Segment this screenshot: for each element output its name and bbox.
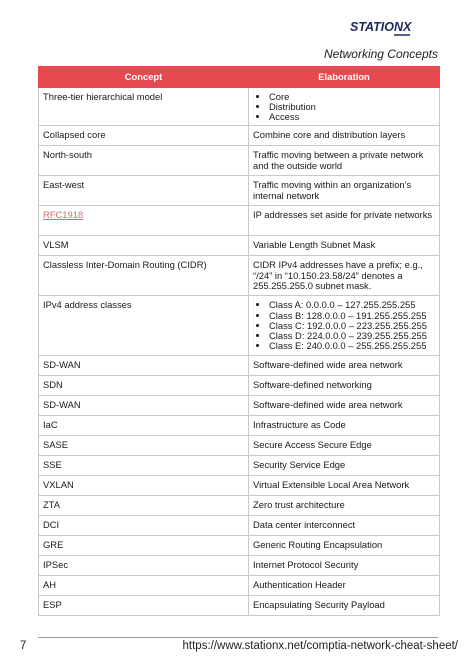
elaboration-text: Software-defined wide area network xyxy=(253,399,403,411)
elaboration-cell xyxy=(249,206,440,236)
table-row xyxy=(39,296,440,356)
table-row xyxy=(39,476,440,496)
elaboration-text: Virtual Extensible Local Area Network xyxy=(253,479,410,491)
concept-text: IPv4 address classes xyxy=(43,299,132,311)
elaboration-cell xyxy=(249,88,440,126)
concept-text: ESP xyxy=(43,599,62,611)
elaboration-cell xyxy=(249,396,440,416)
bullet-item: • Distribution xyxy=(269,102,435,112)
concept-cell xyxy=(39,556,249,576)
concept-text: IPSec xyxy=(43,559,69,571)
concept-text: East-west xyxy=(43,179,85,191)
concept-cell xyxy=(39,126,249,146)
elaboration-cell xyxy=(249,476,440,496)
stationx-logo[interactable] xyxy=(350,14,438,38)
column-header-elaboration: Elaboration xyxy=(249,67,440,88)
elaboration-text: Zero trust architecture xyxy=(253,499,345,511)
concept-text: VLSM xyxy=(43,239,69,251)
concept-cell xyxy=(39,436,249,456)
elaboration-text: Infrastructure as Code xyxy=(253,419,346,431)
concept-text: SDN xyxy=(43,379,63,391)
concept-text: Three-tier hierarchical model xyxy=(43,91,163,102)
concepts-table xyxy=(38,66,440,616)
concept-cell xyxy=(39,296,249,356)
page-number: 7 xyxy=(20,640,27,652)
elaboration-cell xyxy=(249,436,440,456)
concept-cell xyxy=(39,256,249,296)
elaboration-cell xyxy=(249,356,440,376)
elaboration-cell xyxy=(249,456,440,476)
concept-cell xyxy=(39,416,249,436)
concept-cell xyxy=(39,476,249,496)
table-row xyxy=(39,576,440,596)
concept-text: SASE xyxy=(43,439,69,451)
elaboration-text: Traffic moving within an organization’s internal network xyxy=(253,179,412,201)
elaboration-cell xyxy=(249,516,440,536)
bullet-item: • Class C: 192.0.0.0 – 223.255.255.255 xyxy=(269,321,435,331)
elaboration-cell xyxy=(249,576,440,596)
table-row xyxy=(39,556,440,576)
concept-cell xyxy=(39,536,249,556)
table-row xyxy=(39,496,440,516)
table-row xyxy=(39,456,440,476)
elaboration-cell xyxy=(249,496,440,516)
concept-text: GRE xyxy=(43,539,64,551)
elaboration-cell xyxy=(249,536,440,556)
concept-text: VXLAN xyxy=(43,479,74,491)
concept-cell xyxy=(39,596,249,616)
elaboration-text: Software-defined networking xyxy=(253,379,372,391)
elaboration-cell xyxy=(249,416,440,436)
bullet-item: • Class A: 0.0.0.0 – 127.255.255.255 xyxy=(269,300,435,310)
table-row xyxy=(39,356,440,376)
elaboration-cell xyxy=(249,296,440,356)
concept-cell xyxy=(39,236,249,256)
table-row xyxy=(39,416,440,436)
concept-cell xyxy=(39,376,249,396)
document-title: Networking Concepts xyxy=(323,47,438,61)
elaboration-text: Variable Length Subnet Mask xyxy=(253,239,376,251)
concept-cell xyxy=(39,356,249,376)
elaboration-cell xyxy=(249,176,440,206)
elaboration-text: Security Service Edge xyxy=(253,459,346,471)
elaboration-cell xyxy=(249,236,440,256)
concept-cell xyxy=(39,176,249,206)
concept-cell xyxy=(39,456,249,476)
elaboration-text: Internet Protocol Security xyxy=(253,559,359,571)
table-row xyxy=(39,436,440,456)
table-row xyxy=(39,536,440,556)
bullet-item: • Access xyxy=(269,112,435,122)
elaboration-text: Combine core and distribution layers xyxy=(253,129,406,141)
column-header-concept: Concept xyxy=(39,67,249,88)
elaboration-cell xyxy=(249,146,440,176)
elaboration-text: Encapsulating Security Payload xyxy=(253,599,385,611)
bullet-list xyxy=(253,92,435,122)
table-row xyxy=(39,176,440,206)
concept-text: IaC xyxy=(43,419,58,431)
table-row xyxy=(39,126,440,146)
elaboration-cell xyxy=(249,256,440,296)
concept-cell xyxy=(39,88,249,126)
footer-url-link[interactable]: https://www.stationx.net/comptia-network-cheat-sheet/ xyxy=(182,640,458,652)
elaboration-cell xyxy=(249,596,440,616)
elaboration-text: Data center interconnect xyxy=(253,519,356,531)
footer-divider xyxy=(38,637,438,638)
concept-text: Collapsed core xyxy=(43,129,106,141)
table-row xyxy=(39,88,440,126)
bullet-list xyxy=(253,300,435,351)
elaboration-cell xyxy=(249,556,440,576)
table-row xyxy=(39,256,440,296)
bullet-item: • Core xyxy=(269,92,435,102)
concept-cell xyxy=(39,206,249,236)
elaboration-text: CIDR IPv4 addresses have a prefix; e.g., “/24” in “10.150.23.58/24” denotes a 255.255.255.0 subnet mask. xyxy=(253,259,423,291)
concept-text: SD-WAN xyxy=(43,359,81,371)
concept-cell xyxy=(39,516,249,536)
elaboration-cell xyxy=(249,126,440,146)
table-row xyxy=(39,146,440,176)
concept-cell xyxy=(39,496,249,516)
concept-text: SD-WAN xyxy=(43,399,81,411)
concept-cell xyxy=(39,146,249,176)
concept-text: ZTA xyxy=(43,499,61,511)
concept-cell xyxy=(39,396,249,416)
concept-text: SSE xyxy=(43,459,62,471)
logo-wordmark: STATIONX xyxy=(350,20,412,34)
table-row xyxy=(39,596,440,616)
concept-text: North-south xyxy=(43,149,92,161)
elaboration-text: Authentication Header xyxy=(253,579,346,591)
rfc1918-link[interactable]: RFC1918 xyxy=(43,209,84,221)
elaboration-text: Secure Access Secure Edge xyxy=(253,439,372,451)
table-row xyxy=(39,396,440,416)
concept-text: AH xyxy=(43,579,57,591)
elaboration-cell xyxy=(249,376,440,396)
elaboration-text: Generic Routing Encapsulation xyxy=(253,539,383,551)
elaboration-text: Software-defined wide area network xyxy=(253,359,403,371)
bullet-item: • Class E: 240.0.0.0 – 255.255.255.255 xyxy=(269,341,435,351)
concept-cell xyxy=(39,576,249,596)
bullet-item: • Class D: 224.0.0.0 – 239.255.255.255 xyxy=(269,331,435,341)
table-row xyxy=(39,376,440,396)
elaboration-text: Traffic moving between a private network and the outside world xyxy=(253,149,424,171)
concept-text: DCI xyxy=(43,519,60,531)
table-row xyxy=(39,206,440,236)
table-row xyxy=(39,236,440,256)
table-header-row xyxy=(39,67,440,88)
table-row xyxy=(39,516,440,536)
table-body xyxy=(39,88,440,616)
concept-text: Classless Inter-Domain Routing (CIDR) xyxy=(43,259,207,271)
bullet-item: • Class B: 128.0.0.0 – 191.255.255.255 xyxy=(269,311,435,321)
elaboration-text: IP addresses set aside for private networks xyxy=(253,209,433,221)
